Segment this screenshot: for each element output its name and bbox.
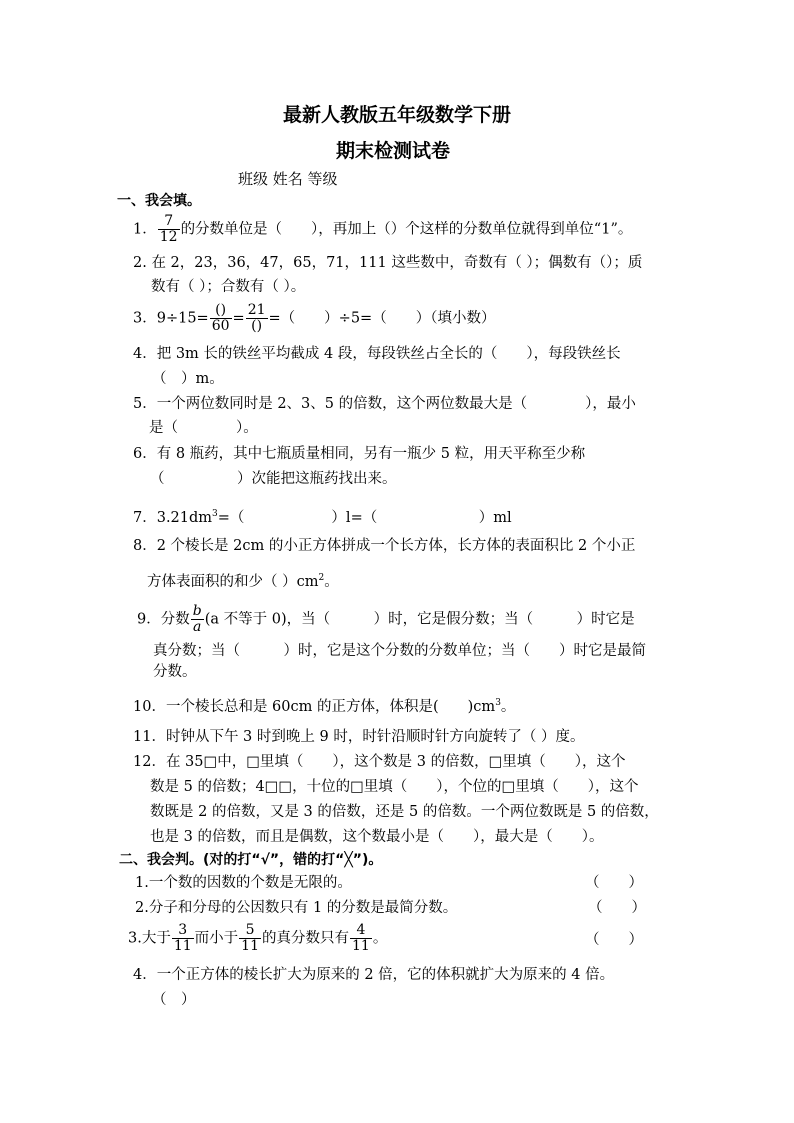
question-text: (a 不等于 0)，当（ ）时，它是假分数；当（ ）时它是: [204, 611, 635, 628]
judge-3-answer: （ ）: [585, 932, 643, 948]
question-7: [133, 504, 512, 528]
question-number: 1．: [133, 221, 157, 238]
question-2-line-2: 数有（ ）；合数有（ ）。: [151, 279, 306, 295]
superscript: 3: [495, 698, 501, 708]
question-text: =（ ）÷5=（ ）（填小数）: [268, 310, 496, 327]
fraction: $\frac{b}{a}$: [192, 603, 202, 635]
section-heading-judge: 二、我会判。(对的打“√”，错的打“╳”)。: [119, 852, 383, 868]
question-8-line-1: 8．2 个棱长是 2cm 的小正方体拼成一个长方体，长方体的表面积比 2 个小正: [133, 538, 636, 554]
question-text: 方体表面积的和少（ ）cm: [147, 573, 319, 590]
question-12-line-3: 数既是 2 的倍数，又是 3 的倍数，还是 5 的倍数。一个两位数既是 5 的倍数，: [150, 804, 659, 820]
question-6-line-2: （ ）次能把这瓶药找出来。: [150, 471, 397, 487]
judge-1: 1.一个数的因数的个数是无限的。: [135, 875, 352, 891]
question-text: 3.大于: [128, 930, 171, 947]
student-info: 班级 姓名 等级: [238, 170, 338, 188]
page-title: 最新人教版五年级数学下册: [282, 104, 511, 126]
question-text: =（ ）l=（ ）ml: [217, 509, 512, 526]
question-text: 。: [324, 573, 339, 590]
equals-sign: =: [232, 310, 245, 327]
superscript: 2: [318, 573, 325, 583]
question-text: 7．3.21dm: [133, 509, 213, 526]
question-5-line-2: 是（ ）。: [149, 420, 258, 436]
question-11: 11．时钟从下午 3 时到晚上 9 时，时针沿顺时针方向旋转了（ ）度。: [133, 729, 585, 745]
judge-3: [128, 923, 387, 954]
question-9-line-3: 分数。: [153, 664, 197, 680]
question-1: [133, 214, 632, 245]
question-8-line-2: [147, 568, 339, 592]
question-5-line-1: 5．一个两位数同时是 2、3、5 的倍数，这个两位数最大是（ ），最小: [133, 396, 636, 412]
question-text: 。: [500, 698, 516, 715]
question-text: 10．一个棱长总和是 60cm 的正方体，体积是( )cm: [133, 698, 496, 715]
question-4-line-2: （ ）m。: [152, 371, 224, 387]
question-2-line-1: 2. 在 2，23，36，47，65，71，111 这些数中，奇数有（ ）；偶数有（）；质: [133, 255, 643, 271]
judge-2-answer: （ ）: [588, 900, 646, 916]
question-12-line-4: 也是 3 的倍数，而且是偶数，这个数最小是（ ），最大是（ ）。: [150, 829, 604, 845]
question-9-line-2: 真分数；当（ ）时，它是这个分数的分数单位；当（ ）时它是最简: [153, 643, 646, 659]
section-heading-fill: 一、我会填。: [117, 193, 201, 209]
question-9-line-1: [137, 604, 635, 635]
question-4-line-1: 4．把 3m 长的铁丝平均截成 4 段，每段铁丝占全长的（ ），每段铁丝长: [133, 346, 621, 362]
fraction: $\frac{3}{11}$: [173, 922, 192, 954]
judge-2: 2.分子和分母的公因数只有 1 的分数是最简分数。: [135, 900, 458, 916]
question-text: 的真分数只有: [262, 930, 349, 947]
fraction: $\frac{7}{12}$: [159, 213, 178, 245]
judge-1-answer: （ ）: [585, 875, 643, 891]
question-text: 的分数单位是（ ），再加上（）个这样的分数单位就得到单位“1”。: [180, 221, 633, 238]
question-text: 3．9÷15=: [133, 310, 209, 327]
fraction: $\frac{4}{11}$: [352, 922, 370, 954]
judge-4-answer: （ ）: [152, 992, 196, 1008]
question-text: 9．分数: [137, 611, 190, 628]
fraction: $\frac{21}{()}$: [247, 302, 266, 334]
page-subtitle: 期末检测试卷: [336, 140, 451, 162]
fraction: $\frac{()}{60}$: [211, 302, 230, 334]
question-text: 而小于: [194, 930, 239, 947]
question-10: [133, 693, 515, 717]
question-12-line-2: 数是 5 的倍数；4□□，十位的□里填（ ），个位的□里填（ ），这个: [150, 779, 639, 795]
question-6-line-1: 6．有 8 瓶药，其中七瓶质量相同，另有一瓶少 5 粒，用天平称至少称: [133, 446, 586, 462]
superscript: 3: [212, 509, 218, 519]
question-text: 。: [372, 930, 388, 947]
question-3: [133, 303, 495, 334]
judge-4-line-1: 4．一个正方体的棱长扩大为原来的 2 倍，它的体积就扩大为原来的 4 倍。: [133, 967, 615, 983]
question-12-line-1: 12．在 35□中，□里填（ ），这个数是 3 的倍数，□里填（ ），这个: [133, 754, 626, 770]
fraction: $\frac{5}{11}$: [241, 922, 259, 954]
